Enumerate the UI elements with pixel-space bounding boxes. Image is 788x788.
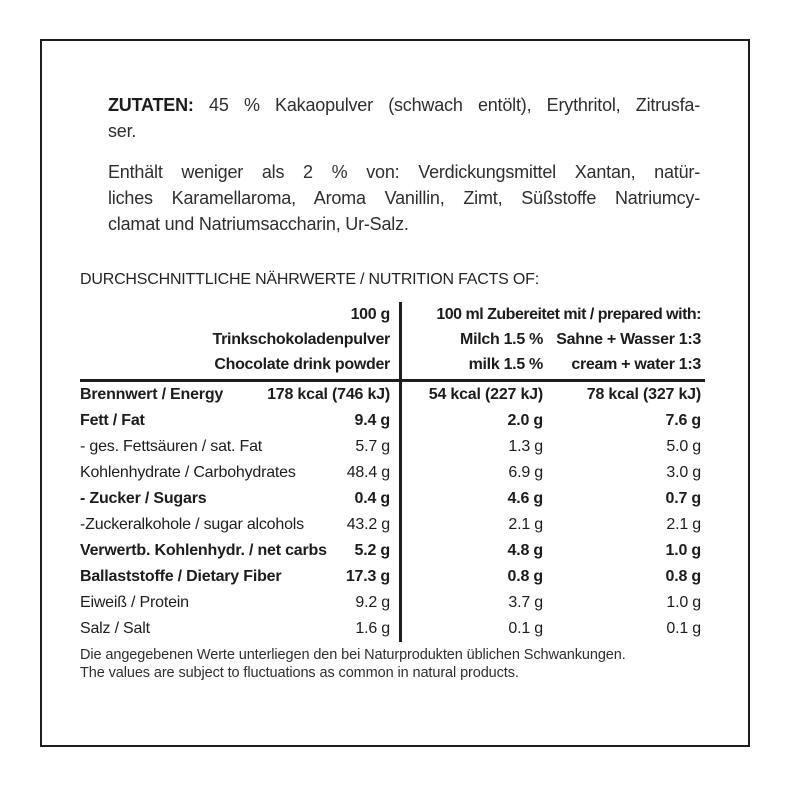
nutrition-table-header: [80, 302, 705, 382]
ingredients-line-1: [108, 92, 700, 118]
cream-column-header-en: cream + water 1:3: [571, 356, 701, 373]
table-row-sugar-alcohols: [80, 512, 705, 538]
row-value-milk: 0.8 g: [507, 568, 543, 585]
row-value-100g: 48.4 g: [346, 464, 390, 481]
row-value-milk: 6.9 g: [508, 464, 543, 481]
ingredients-paragraph: [108, 92, 700, 144]
table-row-net-carbs: [80, 538, 705, 564]
row-value-milk: 2.0 g: [507, 412, 543, 429]
row-value-cream: 0.1 g: [666, 620, 701, 637]
row-value-cream: 1.0 g: [666, 594, 701, 611]
column-divider-rule: [399, 302, 402, 642]
row-value-100g: 17.3 g: [345, 568, 390, 585]
row-value-cream: 0.7 g: [665, 490, 701, 507]
table-row-energy: [80, 382, 705, 408]
ingredients-line-2: ser.: [108, 121, 137, 141]
row-value-cream: 0.8 g: [665, 568, 701, 585]
row-label: Verwertb. Kohlenhydr. / net carbs: [80, 542, 327, 559]
table-row-salt: [80, 616, 705, 642]
ingredients-section: [108, 92, 700, 237]
row-value-100g: 5.2 g: [354, 542, 390, 559]
row-value-100g: 0.4 g: [354, 490, 390, 507]
row-value-milk: 3.7 g: [508, 594, 543, 611]
row-label: Fett / Fat: [80, 412, 145, 429]
nutrition-section-title: DURCHSCHNITTLICHE NÄHRWERTE / NUTRITION FACTS OF:: [80, 271, 539, 288]
row-value-100g: 9.4 g: [354, 412, 390, 429]
row-value-milk: 4.6 g: [507, 490, 543, 507]
row-value-100g: 1.6 g: [355, 620, 390, 637]
row-value-milk: 4.8 g: [507, 542, 543, 559]
row-value-cream: 5.0 g: [666, 438, 701, 455]
fluctuation-footnote: Die angegebenen Werte unterliegen den bei Naturprodukten üblichen Schwankungen. The values are subject to fluctuations as common in natural products.: [80, 647, 626, 681]
ingredients-text: 45 % Kakaopulver (schwach entölt), Erythritol, Zitrusfa-: [193, 95, 700, 115]
nutrition-table-body: [80, 382, 705, 642]
row-value-100g: 5.7 g: [355, 438, 390, 455]
nutrition-table: [80, 302, 705, 642]
row-value-100g: 178 kcal (746 kJ): [267, 386, 390, 403]
row-value-milk: 0.1 g: [508, 620, 543, 637]
row-value-100g: 43.2 g: [346, 516, 390, 533]
row-value-cream: 3.0 g: [666, 464, 701, 481]
row-value-cream: 2.1 g: [666, 516, 701, 533]
row-label: Ballaststoffe / Dietary Fiber: [80, 568, 282, 585]
table-row-protein: [80, 590, 705, 616]
table-row-dietary-fiber: [80, 564, 705, 590]
ingredients-title: ZUTATEN:: [108, 95, 194, 115]
row-label: - Zucker / Sugars: [80, 490, 207, 507]
prepared-with-header: 100 ml Zubereitet mit / prepared with:: [436, 306, 701, 323]
row-value-milk: 54 kcal (227 kJ): [428, 386, 543, 403]
row-label: Eiweiß / Protein: [80, 594, 189, 611]
row-value-milk: 2.1 g: [508, 516, 543, 533]
table-row-carbohydrates: [80, 460, 705, 486]
row-label: - ges. Fettsäuren / sat. Fat: [80, 438, 263, 455]
row-value-100g: 9.2 g: [355, 594, 390, 611]
row-label: Salz / Salt: [80, 620, 150, 637]
row-value-cream: 7.6 g: [665, 412, 701, 429]
row-label: -Zuckeralkohole / sugar alcohols: [80, 516, 304, 533]
row-label: Kohlenhydrate / Carbohydrates: [80, 464, 296, 481]
table-row-fat: [80, 408, 705, 434]
cream-column-header-de: Sahne + Wasser 1:3: [556, 331, 701, 348]
contains-paragraph: Enthält weniger als 2 % von: Verdickungsmittel Xantan, natür- liches Karamellaroma, Aroma Vanillin, Zimt, Süßstoffe Natriumcy- clamat und Natriumsaccharin, Ur-Salz.: [108, 162, 700, 234]
row-value-cream: 1.0 g: [665, 542, 701, 559]
table-row-saturated-fat: [80, 434, 705, 460]
nutrition-label-box: [40, 39, 750, 747]
row-value-cream: 78 kcal (327 kJ): [586, 386, 701, 403]
row-value-milk: 1.3 g: [508, 438, 543, 455]
col1-header-powder: 100 g Trinkschokoladenpulver Chocolate drink powder: [212, 306, 390, 373]
row-label: Brennwert / Energy: [80, 386, 224, 403]
milk-column-header-de: Milch 1.5 %: [460, 331, 543, 348]
milk-column-header-en: milk 1.5 %: [468, 356, 543, 373]
table-row-sugars: [80, 486, 705, 512]
